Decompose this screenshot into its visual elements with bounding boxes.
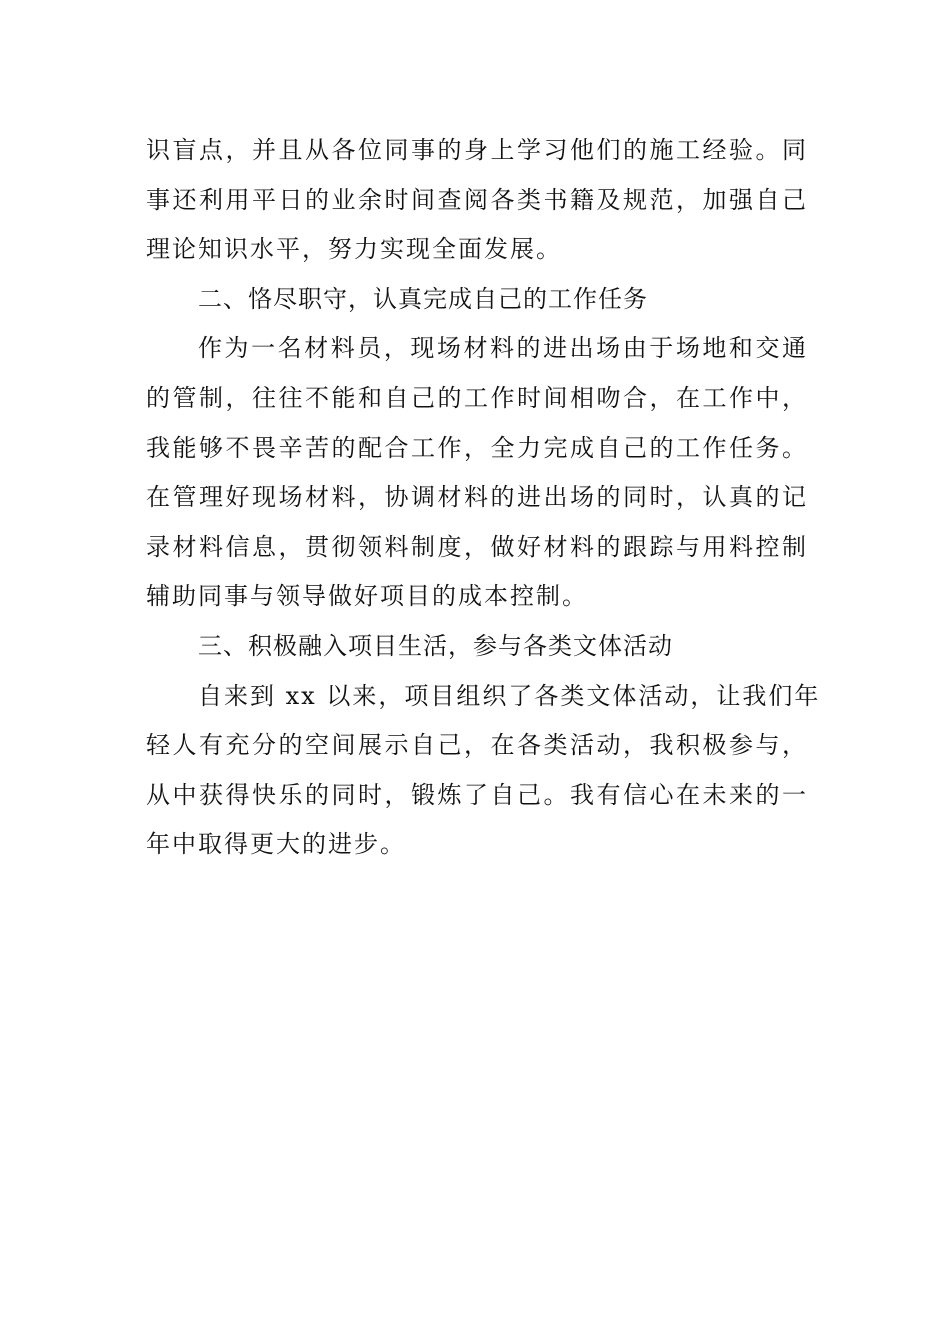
section-heading-2: 二、恪尽职守，认真完成自己的工作任务 [198,284,648,313]
paragraph-2 [146,324,808,622]
document-body [146,126,821,870]
text-line: 轻人有充分的空间展示自己，在各类活动，我积极参与， [146,731,808,760]
text-line: 在管理好现场材料，协调材料的进出场的同时，认真的记 [146,483,808,512]
paragraph-3 [146,672,821,870]
text-line: 我能够不畏辛苦的配合工作，全力完成自己的工作任务。 [146,433,808,462]
text-line: 录材料信息，贯彻领料制度，做好材料的跟踪与用料控制 [146,532,808,561]
section-heading-3: 三、积极融入项目生活，参与各类文体活动 [198,631,673,660]
text-line: 理论知识水平，努力实现全面发展。 [146,235,562,264]
text-line: 年中取得更大的进步。 [146,830,406,859]
text-line: 作为一名材料员，现场材料的进出场由于场地和交通 [198,334,808,363]
text-line: 事还利用平日的业余时间查阅各类书籍及规范，加强自己 [146,185,808,214]
text-line: 辅助同事与领导做好项目的成本控制。 [146,582,588,611]
text-line: 从中获得快乐的同时，锻炼了自己。我有信心在未来的一 [146,780,808,809]
text-line: 的管制，往往不能和自己的工作时间相吻合，在工作中， [146,383,808,412]
text-line: 识盲点，并且从各位同事的身上学习他们的施工经验。同 [146,136,808,164]
paragraph-1 [146,126,808,275]
text-line: 自来到 xx 以来，项目组织了各类文体活动，让我们年 [198,681,821,710]
